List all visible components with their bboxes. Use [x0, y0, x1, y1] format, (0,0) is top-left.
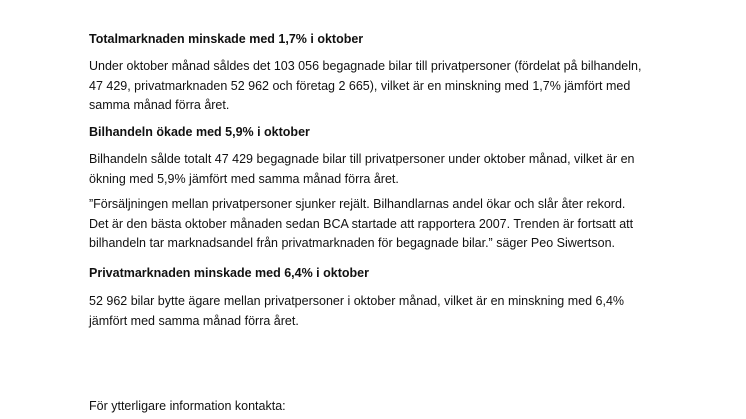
- text-line: ökning med 5,9% jämfört med samma månad förra året.: [89, 171, 399, 186]
- text-line: Det är den bästa oktober månaden sedan BCA startade att rapportera 2007. Trenden är fortsatt att: [89, 216, 634, 231]
- text-line: jämfört med samma månad förra året.: [89, 313, 299, 328]
- section-heading-dealers: Bilhandeln ökade med 5,9% i oktober: [89, 125, 310, 139]
- contact-info-line: [89, 397, 286, 417]
- paragraph-private-market: [89, 292, 624, 331]
- text-line: bilhandeln tar marknadsandel från privatmarknaden för begagnade bilar.” säger Peo Siwertson.: [89, 236, 616, 250]
- text-line: ”Försäljningen mellan privatpersoner sjunker rejält. Bilhandlarnas andel ökar och slår åter rekord.: [89, 197, 626, 211]
- text-line: Bilhandeln sålde totalt 47 429 begagnade bilar till privatpersoner under oktober månad, vilket är en: [89, 152, 635, 166]
- text-line: För ytterligare information kontakta:: [89, 399, 286, 413]
- section-heading-total-market: Totalmarknaden minskade med 1,7% i oktober: [89, 32, 364, 46]
- text-line: 47 429, privatmarknaden 52 962 och företag 2 665), vilket är en minskning med 1,7% jämfört med: [89, 78, 631, 93]
- paragraph-dealers: [89, 150, 635, 189]
- text-line: Under oktober månad såldes det 103 056 begagnade bilar till privatpersoner (fördelat på bilhandeln,: [89, 59, 642, 73]
- paragraph-total-market: [89, 57, 641, 116]
- section-heading-private-market: Privatmarknaden minskade med 6,4% i oktober: [89, 266, 369, 280]
- text-line: 52 962 bilar bytte ägare mellan privatpersoner i oktober månad, vilket är en minskning med 6,4%: [89, 294, 625, 308]
- quote-paragraph: [89, 195, 633, 254]
- text-line: samma månad förra året.: [89, 98, 230, 112]
